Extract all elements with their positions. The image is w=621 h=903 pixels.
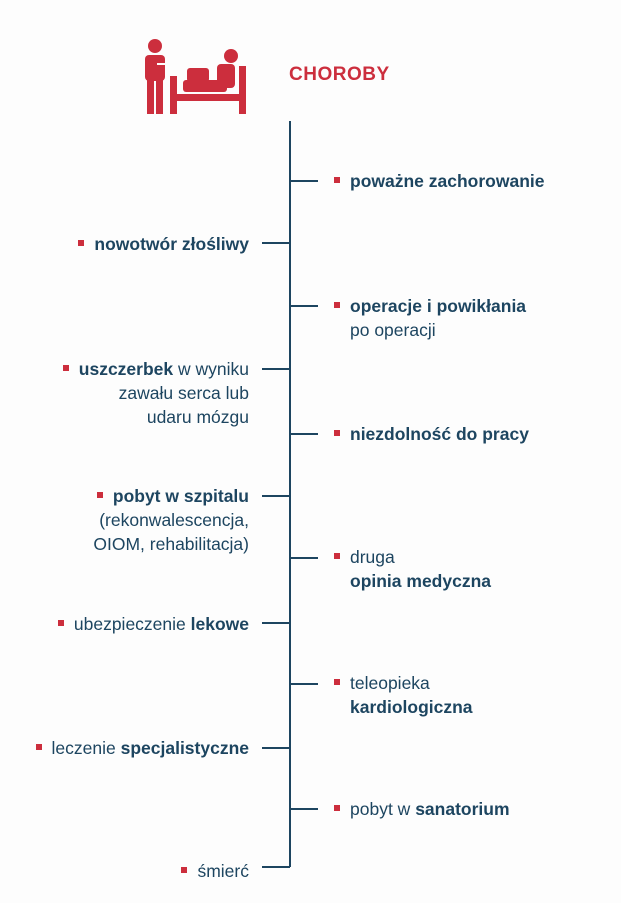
bullet-icon	[97, 492, 103, 498]
list-item: pobyt w szpitalu (rekonwalescencja, OIOM, rehabilitacja)	[93, 486, 249, 554]
timeline-tick	[290, 305, 318, 307]
page-title: CHOROBY	[289, 64, 390, 85]
timeline-tick	[290, 180, 318, 182]
timeline-tick	[262, 866, 290, 868]
list-item: leczenie specjalistyczne	[36, 736, 249, 760]
timeline-tick	[262, 242, 290, 244]
timeline-tick	[262, 495, 290, 497]
bullet-icon	[334, 679, 340, 685]
bullet-icon	[36, 744, 42, 750]
list-item: operacje i powikłania po operacji	[334, 294, 526, 342]
list-item: poważne zachorowanie	[334, 169, 544, 193]
patient-doctor-bed-icon	[137, 38, 249, 118]
bullet-icon	[334, 553, 340, 559]
list-item: uszczerbek w wyniku zawału serca lub udaru mózgu	[63, 357, 249, 429]
bullet-icon	[334, 302, 340, 308]
bullet-icon	[334, 177, 340, 183]
list-item: teleopieka kardiologiczna	[334, 671, 473, 719]
timeline-tick	[290, 683, 318, 685]
timeline-tick	[262, 747, 290, 749]
timeline-tick	[290, 808, 318, 810]
timeline-tick	[290, 557, 318, 559]
list-item: nowotwór złośliwy	[78, 232, 249, 256]
timeline-axis	[289, 121, 291, 867]
bullet-icon	[63, 365, 69, 371]
list-item: śmierć	[181, 859, 249, 883]
timeline-tick	[290, 433, 318, 435]
bullet-icon	[334, 805, 340, 811]
list-item: niezdolność do pracy	[334, 422, 529, 446]
bullet-icon	[58, 620, 64, 626]
list-item: ubezpieczenie lekowe	[58, 612, 249, 636]
list-item: pobyt w sanatorium	[334, 797, 510, 821]
timeline-tick	[262, 622, 290, 624]
timeline-tick	[262, 368, 290, 370]
bullet-icon	[181, 867, 187, 873]
bullet-icon	[334, 430, 340, 436]
bullet-icon	[78, 240, 84, 246]
list-item: druga opinia medyczna	[334, 545, 491, 593]
